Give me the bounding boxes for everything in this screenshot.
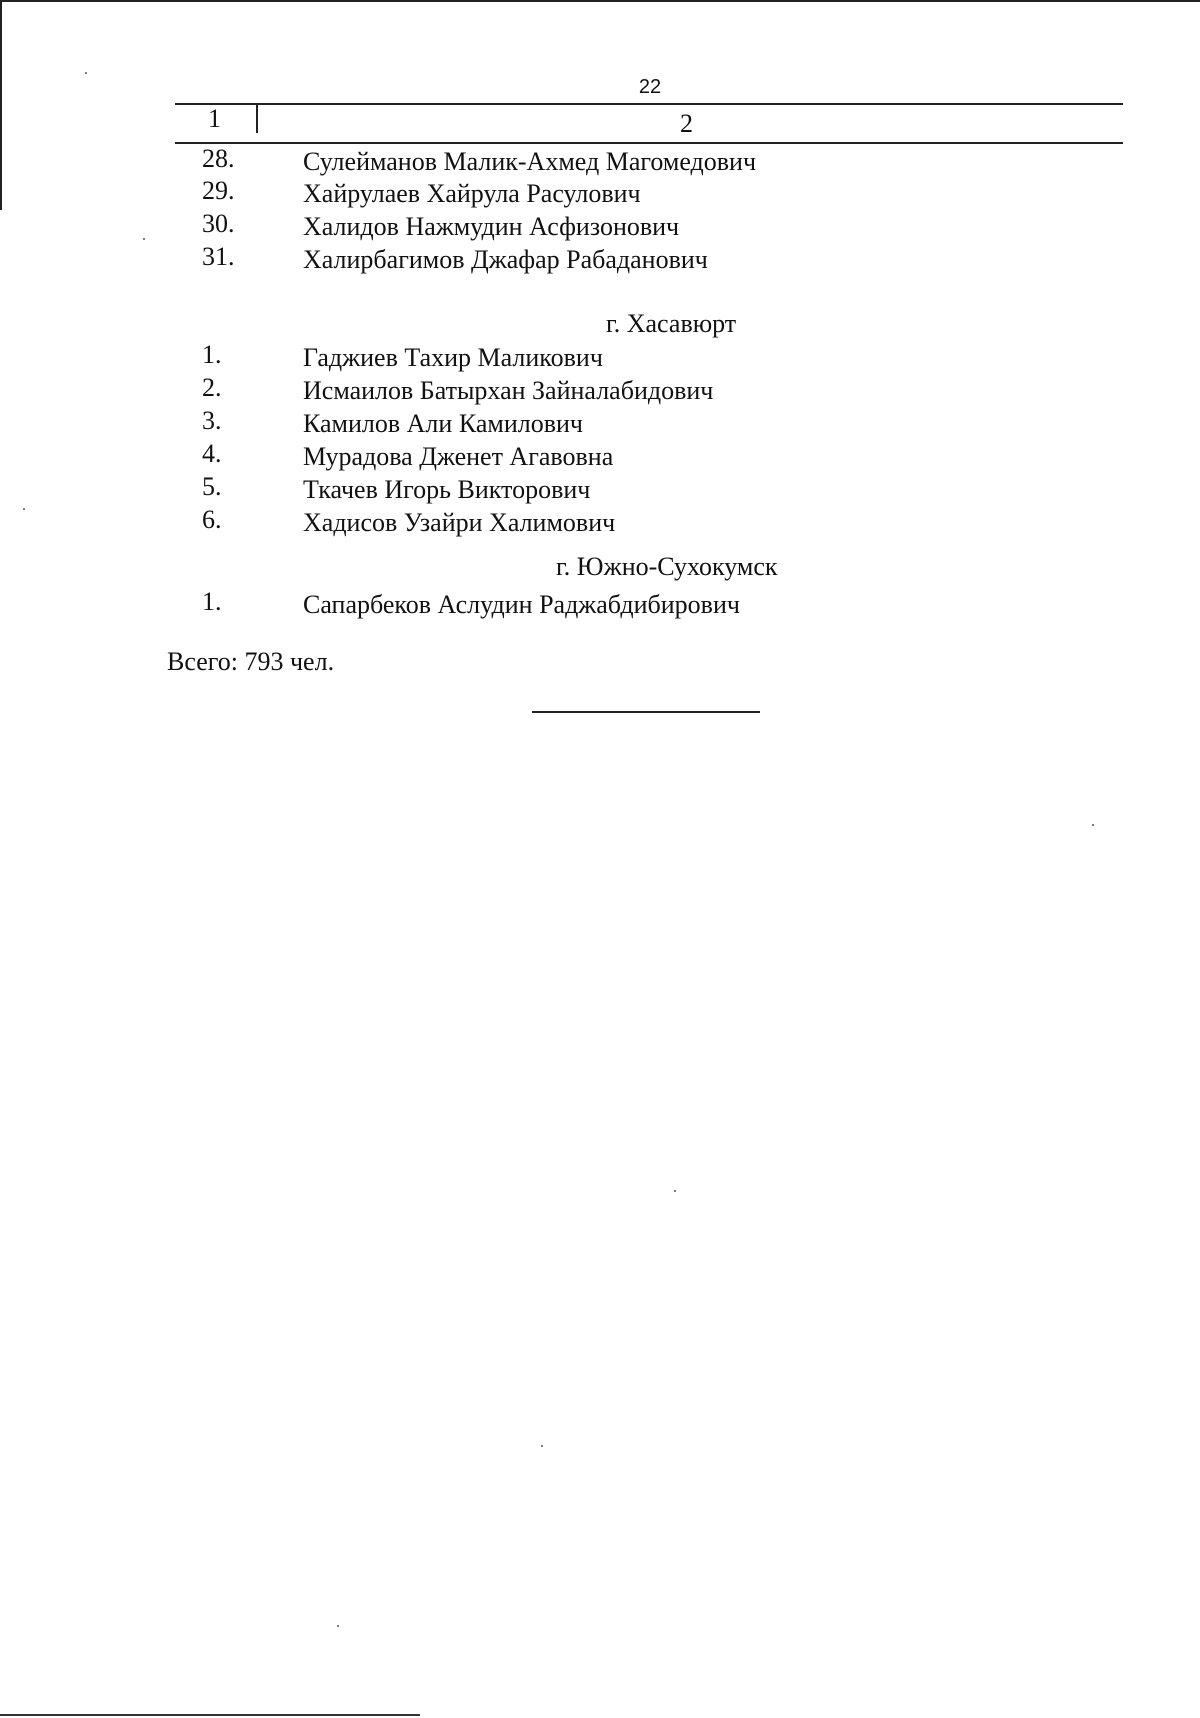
scan-speck	[143, 238, 145, 240]
row-name: Сулейманов Малик-Ахмед Магомедович	[303, 147, 757, 176]
row-number: 1.	[202, 587, 222, 616]
scan-edge-left	[0, 0, 2, 210]
row-number: 6.	[202, 505, 222, 534]
table-header-rule-bottom	[175, 142, 1123, 144]
row-name: Гаджиев Тахир Маликович	[303, 343, 603, 372]
end-rule	[532, 711, 760, 713]
scan-edge-bottom	[0, 1714, 420, 1716]
row-name: Ткачев Игорь Викторович	[303, 475, 591, 504]
scan-speck	[541, 1445, 543, 1447]
row-name: Халидов Нажмудин Асфизонович	[303, 212, 680, 241]
section-title-yuzhno-sukhokumsk: г. Южно-Сухокумск	[556, 552, 778, 581]
row-name: Сапарбеков Аслудин Раджабдибирович	[303, 590, 740, 619]
scan-speck	[23, 508, 25, 510]
row-number: 28.	[202, 144, 235, 173]
row-name: Исмаилов Батырхан Зайналабидович	[303, 376, 714, 405]
scan-speck	[85, 72, 87, 74]
table-header-rule-top	[175, 103, 1123, 105]
row-name: Хадисов Узайри Халимович	[303, 508, 616, 537]
page-number: 22	[638, 76, 662, 98]
table-header-col-1: 1	[208, 104, 221, 133]
row-number: 30.	[202, 209, 235, 238]
row-number: 31.	[202, 242, 235, 271]
row-name: Халирбагимов Джафар Рабаданович	[303, 245, 708, 274]
scan-speck	[337, 1625, 339, 1627]
scan-edge-top	[0, 0, 1200, 2]
row-name: Хайрулаев Хайрула Расулович	[303, 179, 641, 208]
row-name: Камилов Али Камилович	[303, 409, 583, 438]
row-number: 3.	[202, 406, 222, 435]
row-name: Мурадова Дженет Агавовна	[303, 442, 614, 471]
total-count: Всего: 793 чел.	[167, 647, 335, 676]
row-number: 4.	[202, 439, 222, 468]
scan-speck	[674, 1190, 676, 1192]
row-number: 29.	[202, 176, 235, 205]
row-number: 2.	[202, 373, 222, 402]
row-number: 1.	[202, 340, 222, 369]
table-header-divider	[256, 103, 258, 133]
row-number: 5.	[202, 472, 222, 501]
section-title-khasavyurt: г. Хасавюрт	[606, 309, 737, 338]
table-header-col-2: 2	[680, 109, 693, 138]
scan-speck	[1092, 824, 1094, 826]
